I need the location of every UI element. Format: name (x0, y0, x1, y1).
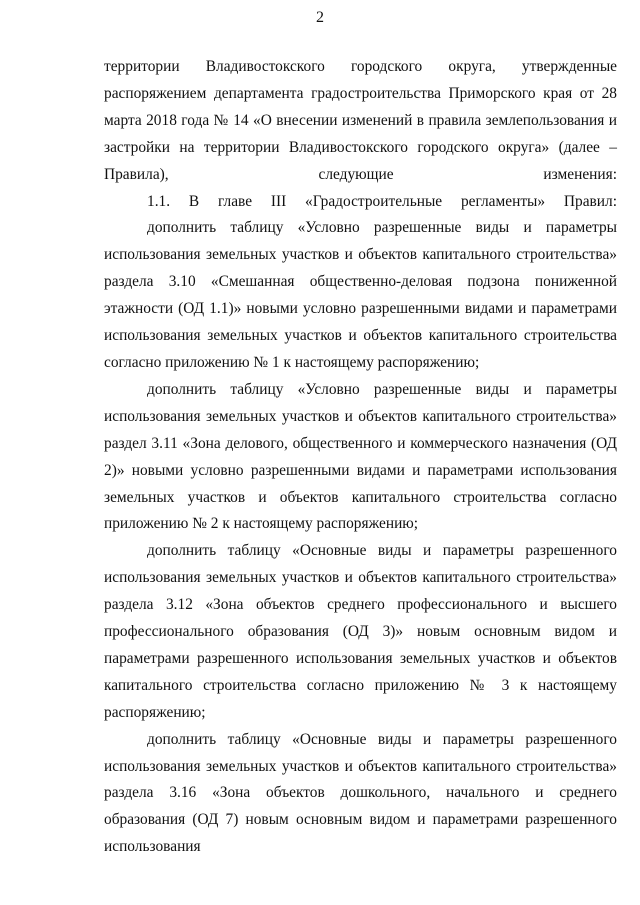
amendment-item-od1: дополнить таблицу «Условно разрешенные виды и параметры использования земельных участков и объектов капитального строительства» раздела 3.10 «Смешанная общественно-деловая подзона пониженной этажности (ОД 1.1)» новыми условно разрешенными видами и параметрами использования земельных участков и объектов капитального строительства согласно приложению № 1 к настоящему распоряжению; (104, 219, 617, 371)
amendment-item-od7: дополнить таблицу «Основные виды и параметры разрешенного использования земельных участков и объектов капитального строительства» раздела 3.16 «Зона объектов дошкольного, начального и среднего образования (ОД 7) новым основным видом и параметрами разрешенного использования (104, 730, 617, 856)
intro-paragraph: территории Владивостокского городского округа, утвержденные распоряжением департамента градостроительства Приморского края от 28 марта 2018 года № 14 «О внесении изменений в правила землепользования и застройки на территории Владивостокского городского округа» (далее – Правила), следующие изменения: (104, 58, 617, 183)
amendment-item-od2: дополнить таблицу «Условно разрешенные виды и параметры использования земельных участков и объектов капитального строительства» раздел 3.11 «Зона делового, общественного и коммерческого назначения (ОД 2)» новыми условно разрешенными видами и параметрами использования земельных участков и объектов капитального строительства согласно приложению № 2 к настоящему распоряжению; (104, 380, 617, 533)
document-body (104, 54, 617, 861)
section-heading-1-1: 1.1. В главе III «Градостроительные регламенты» Правил: (147, 192, 617, 210)
page-number: 2 (316, 9, 324, 26)
amendment-item-od3: дополнить таблицу «Основные виды и параметры разрешенного использования земельных участков и объектов капитального строительства» раздела 3.12 «Зона объектов среднего профессионального и высшего профессионального образования (ОД 3)» новым основным видом и параметрами разрешенного использования земельных участков и объектов капитального строительства согласно приложению № 3 к настоящему распоряжению; (104, 542, 617, 721)
